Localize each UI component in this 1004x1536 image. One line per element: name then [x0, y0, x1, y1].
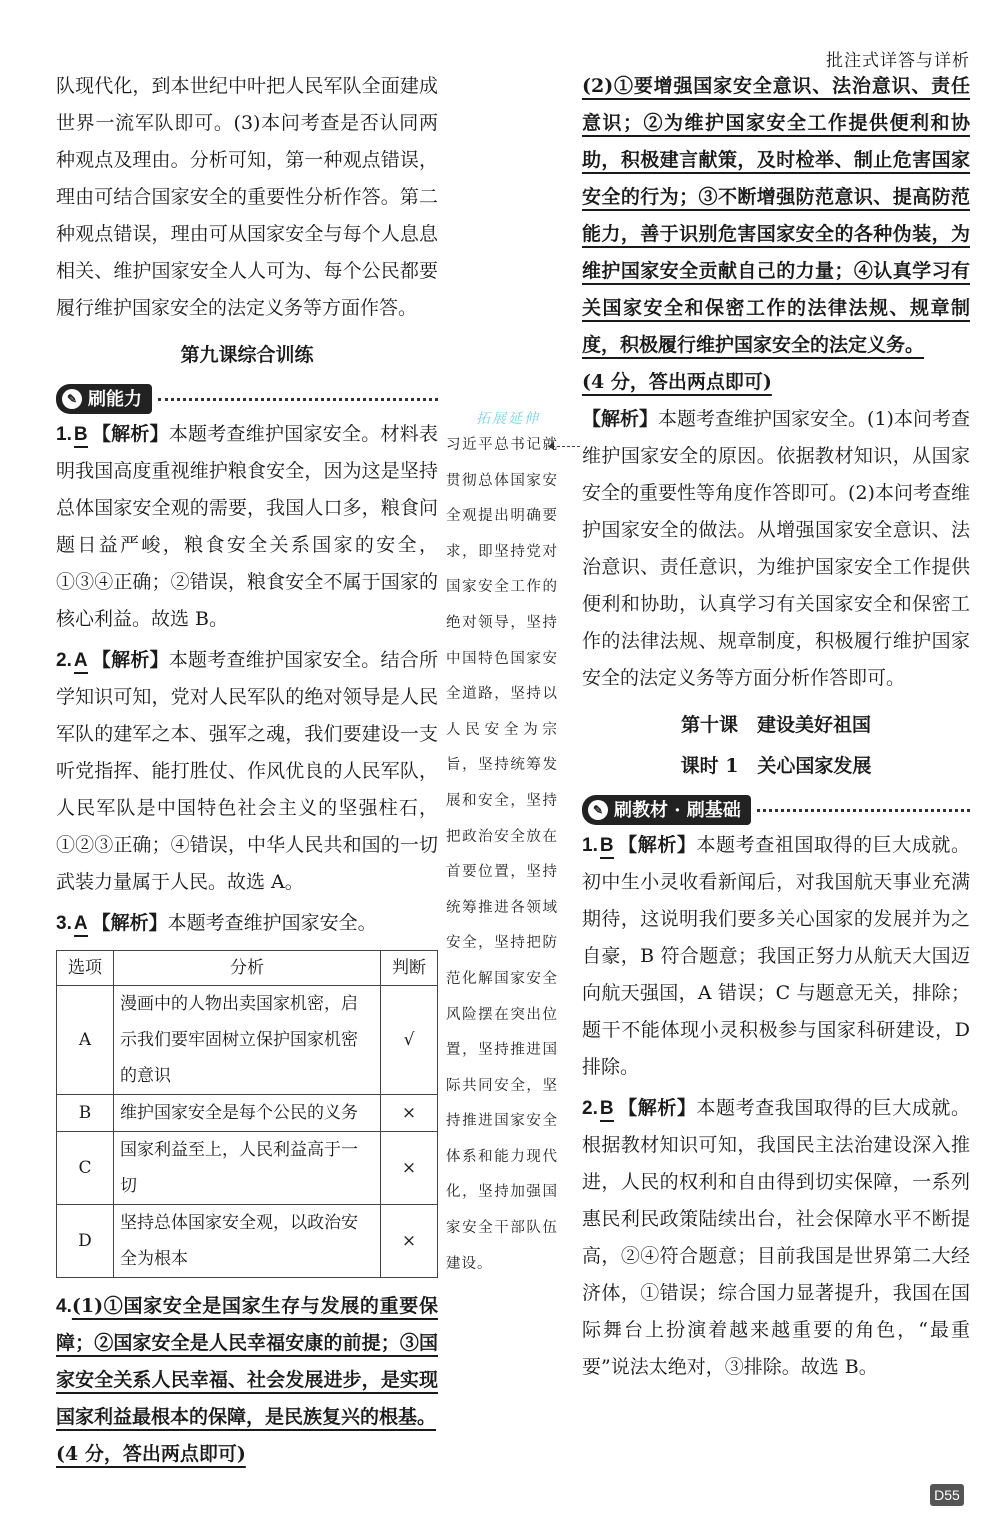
brush-icon: ✎ [588, 800, 608, 820]
table-header: 判断 [381, 951, 438, 986]
brush-icon: ✎ [62, 389, 82, 409]
question-2 [582, 1090, 970, 1386]
answer-letter: B [600, 1098, 614, 1122]
analysis-cell: 坚持总体国家安全观，以政治安全为根本 [114, 1205, 381, 1278]
table-header-row [57, 951, 438, 986]
table-row [57, 1132, 438, 1205]
tag-label: 刷教材 · 刷基础 [614, 799, 741, 821]
analysis-text: 本题考查维护国家安全。(1)本问考查维护国家安全的原因。依据教材知识，从国家安全的重要性等角度作答即可。(2)本问考查维护国家安全的做法。从增强国家安全意识、法治意识、责任意识，为维护国家安全工作提供便利和协助，认真学习有关国家安全和保密工作的法律法规、规章制度，积极履行维护国家安全的法定义务等方面分析作答即可。 [582, 408, 970, 689]
question-2 [56, 642, 438, 901]
table-row [57, 1205, 438, 1278]
q4-analysis [582, 401, 970, 697]
q4-part2 [582, 68, 970, 364]
header-title: 批注式详答与详析 [826, 51, 970, 71]
intro-paragraph: 队现代化，到本世纪中叶把人民军队全面建成世界一流军队即可。(3)本问考查是否认同两种观点及理由。分析可知，第一种观点错误，理由可结合国家安全的重要性分析作答。第二种观点错误，理由可从国家安全与每个人息息相关、维护国家安全人人可为、每个公民都要履行维护国家安全的法定义务等方面作答。 [56, 75, 438, 319]
dotted-divider [158, 398, 438, 401]
analysis-label: 【解析】 [617, 1097, 697, 1119]
page-number: D55 [930, 1484, 964, 1506]
table-header: 选项 [57, 951, 114, 986]
tag-badge [582, 795, 751, 825]
analysis-text: 本题考查维护国家安全。材料表明我国高度重视维护粮食安全，因为这是坚持总体国家安全观的需要，我国人口多，粮食问题日益严峻，粮食安全关系国家的安全，①③④正确；②错误，粮食安全不属于国家的核心利益。故选 B。 [56, 423, 438, 630]
answer-letter: A [74, 913, 88, 937]
analysis-table [56, 950, 438, 1278]
question-1 [56, 416, 438, 638]
judge-cell: × [381, 1095, 438, 1132]
analysis-cell: 国家利益至上，人民利益高于一切 [114, 1132, 381, 1205]
score-text: (4 分，答出两点即可) [582, 371, 772, 393]
table-row [57, 1095, 438, 1132]
tag-label: 刷能力 [88, 388, 142, 410]
analysis-label: 【解析】 [582, 408, 659, 430]
answer-text: (2)①要增强国家安全意识、法治意识、责任意识；②为维护国家安全工作提供便利和协助，积极建言献策，及时检举、制止危害国家安全的行为；③不断增强防范意识、提高防范能力，善于识别危害国家安全的各种伪装，为维护国家安全贡献自己的力量；④认真学习有关国家安全和保密工作的法律法规、规章制度，积极履行维护国家安全的法定义务。 [582, 75, 970, 356]
period-title: 课时 1 关心国家发展 [680, 755, 872, 777]
question-3 [56, 905, 438, 942]
analysis-text: 本题考查我国取得的巨大成就。根据教材知识可知，我国民主法治建设深入推进，人民的权利和自由得到切实保障，一系列惠民利民政策陆续出台，社会保障水平不断提高，②④符合题意；目前我国是世界第二大经济体，①错误；综合国力显著提升，我国在国际舞台上扮演着越来越重要的角色，“最重要”说法太绝对，③排除。故选 B。 [582, 1097, 970, 1378]
analysis-cell: 漫画中的人物出卖国家机密，启示我们要牢固树立保护国家机密的意识 [114, 986, 381, 1095]
question-number: 2. [582, 1098, 598, 1119]
score-note [582, 364, 970, 401]
question-1 [582, 827, 970, 1086]
analysis-label: 【解析】 [91, 912, 168, 934]
question-number: 1. [56, 424, 72, 445]
question-number: 2. [56, 650, 72, 671]
extension-note [446, 428, 558, 1282]
score-text: (4 分，答出两点即可) [56, 1443, 246, 1465]
option-cell: D [57, 1205, 114, 1278]
question-number: 1. [582, 835, 598, 856]
answer-letter: B [74, 424, 88, 448]
judge-cell: × [381, 1132, 438, 1205]
answer-letter: B [600, 835, 614, 859]
analysis-text: 本题考查维护国家安全。结合所学知识可知，党对人民军队的绝对领导是人民军队的建军之本、强军之魂，我们要建设一支听党指挥、能打胜仗、作风优良的人民军队，人民军队是中国特色社会主义的坚强柱石，①②③正确；④错误，中华人民共和国的一切武装力量属于人民。故选 A。 [56, 649, 438, 893]
question-4 [56, 1288, 438, 1436]
section-title: 第九课综合训练 [180, 344, 314, 366]
analysis-text: 本题考查祖国取得的巨大成就。初中生小灵收看新闻后，对我国航天事业充满期待，这说明我们要多关心国家的发展并为之自豪，B 符合题意；我国正努力从航天大国迈向航天强国，A 错误；C 与题意无关，排除；题干不能体现小灵积极参与国家科研建设，D 排除。 [582, 834, 970, 1078]
section-tag [582, 795, 970, 825]
analysis-label: 【解析】 [91, 649, 169, 671]
table-header: 分析 [114, 951, 381, 986]
left-column [56, 68, 438, 1473]
tag-badge [56, 384, 152, 414]
extension-text: 习近平总书记就贯彻总体国家安全观提出明确要求，即坚持党对国家安全工作的绝对领导，坚持中国特色国家安全道路，坚持以人民安全为宗旨，坚持统筹发展和安全，坚持把政治安全放在首要位置，坚持统筹推进各领域安全，坚持把防范化解国家安全风险摆在突出位置，坚持推进国际共同安全，坚持推进国家安全体系和能力现代化，坚持加强国家安全干部队伍建设。 [446, 437, 558, 1272]
analysis-label: 【解析】 [617, 834, 697, 856]
analysis-text: 本题考查维护国家安全。 [167, 912, 377, 934]
lesson-title: 第十课 建设美好祖国 [680, 714, 871, 736]
option-cell: B [57, 1095, 114, 1132]
extension-title: 拓展延伸 [476, 411, 540, 427]
option-cell: A [57, 986, 114, 1095]
judge-cell: × [381, 1205, 438, 1278]
option-cell: C [57, 1132, 114, 1205]
section-tag [56, 384, 438, 414]
table-row [57, 986, 438, 1095]
answer-text: (1)①国家安全是国家生存与发展的重要保障；②国家安全是人民幸福安康的前提；③国家安全关系人民幸福、社会发展进步，是实现国家利益最根本的保障，是民族复兴的根基。 [56, 1295, 438, 1428]
right-column [582, 68, 970, 1386]
dotted-divider [757, 809, 970, 812]
analysis-label: 【解析】 [91, 423, 169, 445]
answer-letter: A [74, 650, 88, 674]
judge-cell: √ [381, 986, 438, 1095]
question-number: 3. [56, 913, 72, 934]
analysis-cell: 维护国家安全是每个公民的义务 [114, 1095, 381, 1132]
score-note [56, 1436, 438, 1473]
question-number: 4. [56, 1296, 72, 1317]
